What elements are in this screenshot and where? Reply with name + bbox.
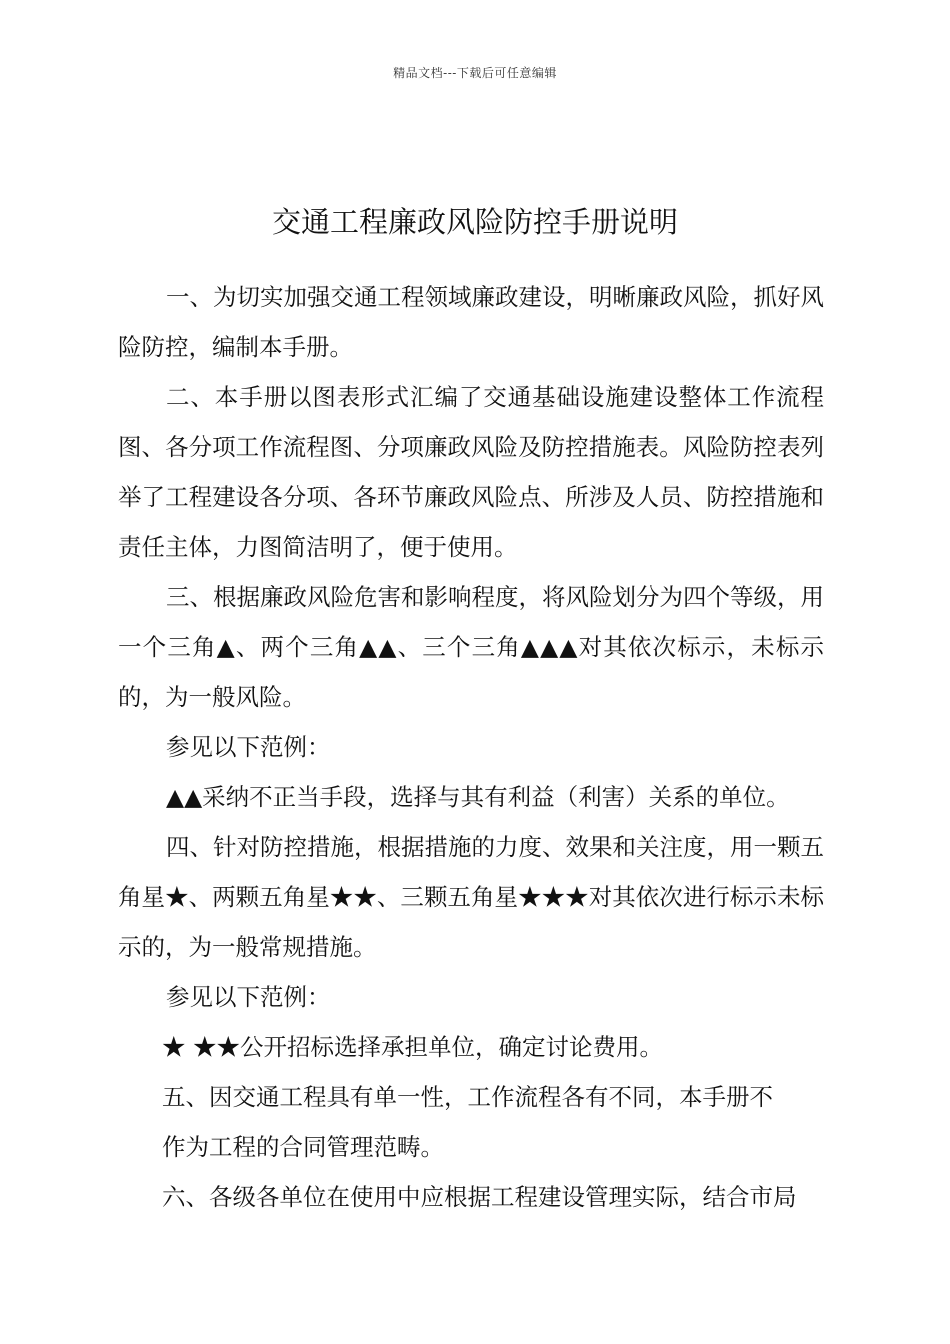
document-body [118, 272, 824, 1222]
document-title: 交通工程廉政风险防控手册说明 [271, 205, 678, 239]
example-risk: ▲▲采纳不正当手段，选择与其有利益（利害）关系的单位。 [166, 783, 790, 811]
paragraph-4: 四、针对防控措施，根据措施的力度、效果和关注度，用一颗五角星★、两颗五角星★★、三颗五角星★★★对其依次进行标示未标示的，为一般常规措施。 [118, 833, 824, 961]
paragraph-2: 二、本手册以图表形式汇编了交通基础设施建设整体工作流程图、各分项工作流程图、分项廉政风险及防控措施表。风险防控表列举了工程建设各分项、各环节廉政风险点、所涉及人员、防控措施和责任主体，力图简洁明了，便于使用。 [118, 383, 824, 561]
paragraph-6-line-1: 六、各级各单位在使用中应根据工程建设管理实际，结合市局 [162, 1183, 797, 1211]
paragraph-3: 三、根据廉政风险危害和影响程度，将风险划分为四个等级，用一个三角▲、两个三角▲▲、三个三角▲▲▲对其依次标示，未标示的，为一般风险。 [118, 583, 824, 711]
example-label-measure: 参见以下范例： [166, 983, 331, 1011]
paragraph-5-line-2: 作为工程的合同管理范畴。 [162, 1133, 444, 1161]
paragraph-5-line-1: 五、因交通工程具有单一性，工作流程各有不同，本手册不 [162, 1083, 773, 1111]
paragraph-1: 一、为切实加强交通工程领域廉政建设，明晰廉政风险，抓好风险防控，编制本手册。 [118, 283, 824, 361]
example-label-risk: 参见以下范例： [166, 733, 331, 761]
example-measure: ★ ★★公开招标选择承担单位，确定讨论费用。 [162, 1033, 663, 1061]
header-note: 精品文档---下载后可任意编辑 [393, 66, 557, 80]
